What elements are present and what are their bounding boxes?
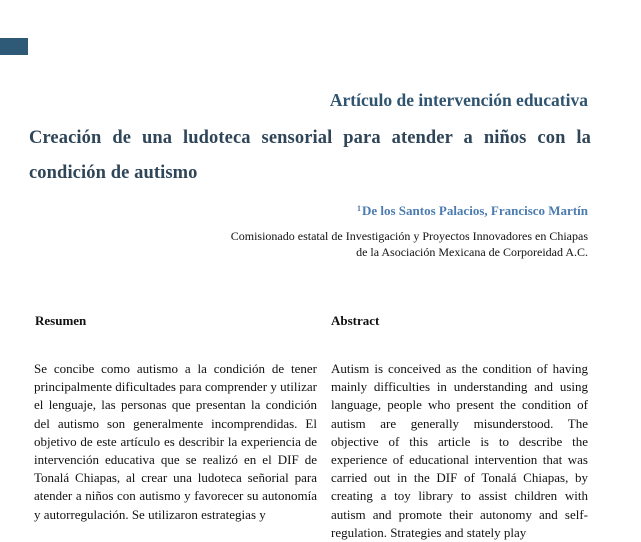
author-name: De los Santos Palacios, Francisco Martín [361,203,588,218]
affiliation-line-2: de la Asociación Mexicana de Corporeidad A.C. [356,244,588,259]
abstract-text: Autism is conceived as the condition of having mainly difficulties in understanding and using language, people who present the condition of autism are generally misunderstood. The objective of this article is to describe the experience of educational intervention that was carried out in the DIF of Tonalá Chiapas, by creating a toy library to assist children with autism and promote their autonomy and self-regulation. Strategies and stately play [331,361,588,540]
abstract-heading: Abstract [331,313,380,328]
author-marker: 1 [356,204,361,213]
author-line [357,203,588,219]
article-title: Creación de una ludoteca sensorial para atender a niños con la condición de autismo [29,128,591,183]
affiliation [168,229,588,260]
resumen-text: Se concibe como autismo a la condición de tener principalmente dificultades para comprender y utilizar el lenguaje, las personas que presentan la condición del autismo son generalmente incomprendidas. El objetivo de este artículo es describir la experiencia de intervención educativa que se realizó en el DIF de Tonalá Chiapas, al crear una ludoteca señorial para atender a niños con autismo y favorecer su autonomía y autorregulación. Se utilizaron estrategias y [34,361,317,522]
corner-accent-bar [0,38,28,55]
affiliation-line-1: Comisionado estatal de Investigación y Proyectos Innovadores en Chiapas [230,229,588,243]
section-label: Artículo de intervención educativa [329,90,588,110]
resumen-heading: Resumen [35,313,87,328]
